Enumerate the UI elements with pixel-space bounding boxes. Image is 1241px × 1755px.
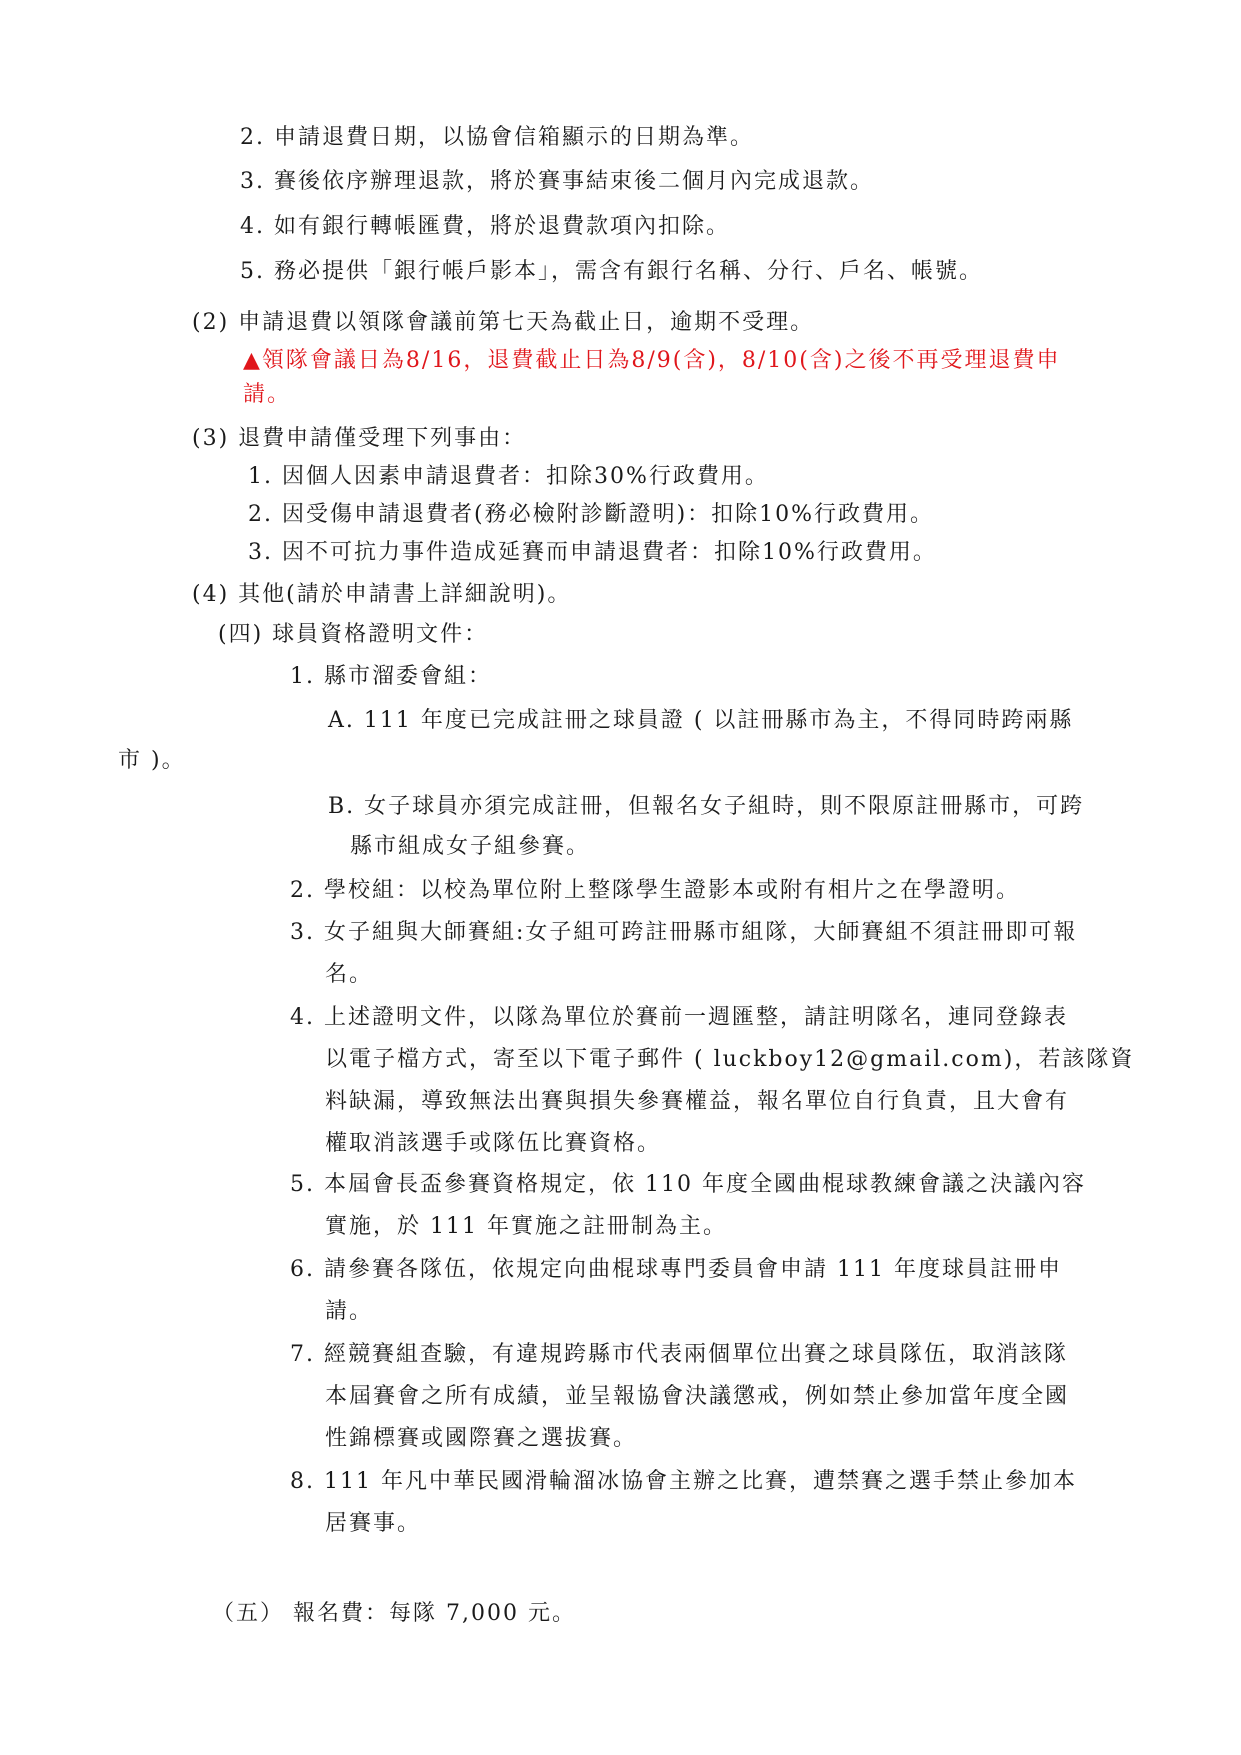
eligibility-item-7-cont-1: 本屆賽會之所有成績，並呈報協會決議懲戒，例如禁止參加當年度全國	[325, 1384, 1070, 1409]
refund-reason-1: 1. 因個人因素申請退費者：扣除30%行政費用。	[248, 464, 769, 489]
section-eligibility-heading: (四) 球員資格證明文件：	[218, 622, 489, 647]
eligibility-item-5-cont: 實施，於 111 年實施之註冊制為主。	[325, 1214, 727, 1239]
eligibility-item-3: 3. 女子組與大師賽組:女子組可跨註冊縣市組隊，大師賽組不須註冊即可報	[290, 920, 1078, 945]
refund-rule-2: 2. 申請退費日期，以協會信箱顯示的日期為準。	[240, 125, 754, 150]
eligibility-item-4-cont-3: 權取消該選手或隊伍比賽資格。	[325, 1131, 662, 1156]
refund-rule-4: 4. 如有銀行轉帳匯費，將於退費款項內扣除。	[240, 214, 730, 239]
eligibility-item-4-cont-1: 以電子檔方式，寄至以下電子郵件 ( luckboy12@gmail.com)，若該隊資	[325, 1047, 1135, 1072]
eligibility-item-3-cont: 名。	[325, 962, 374, 987]
eligibility-item-6-cont: 請。	[325, 1299, 374, 1324]
eligibility-item-6: 6. 請參賽各隊伍，依規定向曲棍球專門委員會申請 111 年度球員註冊申	[290, 1257, 1062, 1282]
eligibility-item-5: 5. 本屆會長盃參賽資格規定，依 110 年度全國曲棍球教練會議之決議內容	[290, 1172, 1086, 1197]
eligibility-item-8: 8. 111 年凡中華民國滑輪溜冰協會主辦之比賽，遭禁賽之選手禁止參加本	[290, 1469, 1077, 1494]
eligibility-item-1b-cont: 縣市組成女子組參賽。	[350, 834, 591, 859]
eligibility-item-4-cont-2: 料缺漏，導致無法出賽與損失參賽權益，報名單位自行負責，且大會有	[325, 1089, 1070, 1114]
eligibility-item-2: 2. 學校組：以校為單位附上整隊學生證影本或附有相片之在學證明。	[290, 878, 1020, 903]
eligibility-item-1a-cont: 市 )。	[118, 748, 186, 773]
eligibility-item-1: 1. 縣市溜委會組：	[290, 664, 492, 689]
eligibility-item-1a: A. 111 年度已完成註冊之球員證 ( 以註冊縣市為主，不得同時跨兩縣	[328, 708, 1074, 733]
refund-rule-5: 5. 務必提供「銀行帳戶影本」，需含有銀行名稱、分行、戶名、帳號。	[240, 259, 983, 284]
refund-reason-3: 3. 因不可抗力事件造成延賽而申請退費者：扣除10%行政費用。	[248, 540, 937, 565]
refund-rule-3: 3. 賽後依序辦理退款，將於賽事結束後二個月內完成退款。	[240, 169, 874, 194]
section-entry-fee: （五） 報名費：每隊 7,000 元。	[212, 1601, 576, 1626]
deadline-warning-cont: 請。	[243, 382, 292, 407]
refund-deadline: (2) 申請退費以領隊會議前第七天為截止日，逾期不受理。	[192, 310, 815, 335]
deadline-warning: ▲領隊會議日為8/16，退費截止日為8/9(含)，8/10(含)之後不再受理退費申	[243, 348, 1061, 373]
refund-reasons-heading: (3) 退費申請僅受理下列事由：	[192, 426, 527, 451]
refund-other: (4) 其他(請於申請書上詳細說明)。	[192, 582, 572, 607]
eligibility-item-4: 4. 上述證明文件，以隊為單位於賽前一週匯整，請註明隊名，連同登錄表	[290, 1005, 1068, 1030]
refund-reason-2: 2. 因受傷申請退費者(務必檢附診斷證明)：扣除10%行政費用。	[248, 502, 935, 527]
eligibility-item-7: 7. 經競賽組查驗，有違規跨縣市代表兩個單位出賽之球員隊伍，取消該隊	[290, 1342, 1068, 1367]
eligibility-item-7-cont-2: 性錦標賽或國際賽之選拔賽。	[325, 1426, 638, 1451]
eligibility-item-1b: B. 女子球員亦須完成註冊，但報名女子組時，則不限原註冊縣市，可跨	[328, 794, 1085, 819]
eligibility-item-8-cont: 居賽事。	[325, 1511, 422, 1536]
